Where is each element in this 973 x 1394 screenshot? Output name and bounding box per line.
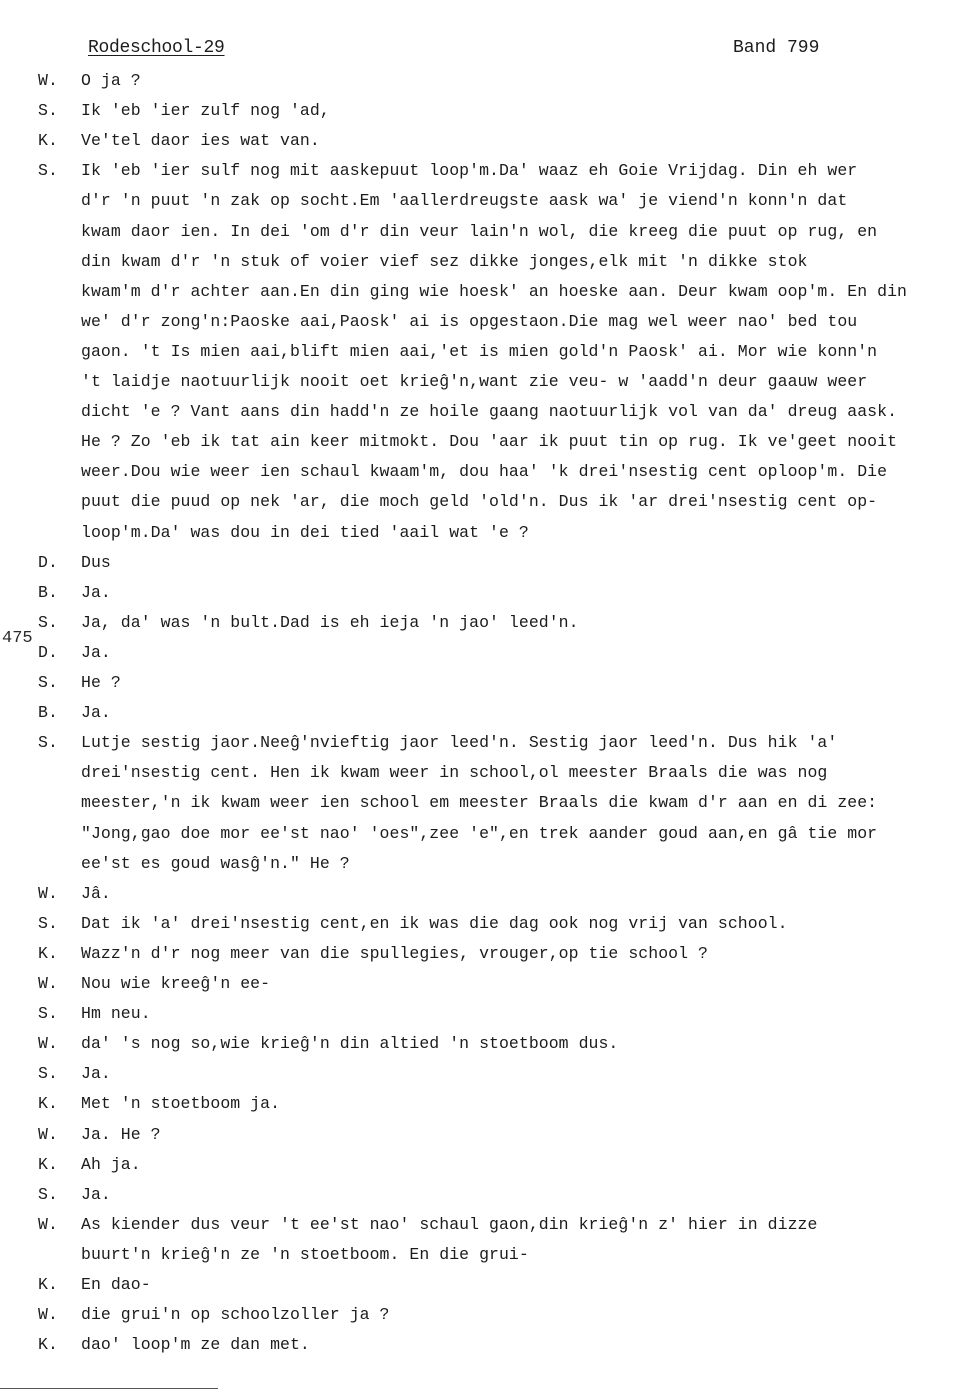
- speaker-label: K.: [38, 1094, 58, 1114]
- transcript-line: [0, 1210, 973, 1240]
- utterance-text: Ve'tel daor ies wat van.: [81, 131, 320, 151]
- transcript-line: [0, 1059, 973, 1089]
- utterance-text: En dao-: [81, 1275, 151, 1294]
- utterance-text: puut die puud op nek 'ar, die moch geld 'old'n. Dus ik 'ar drei'nsestig cent op-: [81, 492, 878, 512]
- transcript-line: [0, 457, 973, 487]
- transcript-line: [0, 849, 973, 879]
- speaker-label: K.: [38, 943, 58, 963]
- transcript-line: [0, 487, 973, 517]
- speaker-label: S.: [38, 101, 58, 121]
- utterance-text: Nou wie kreeĝ'n ee-: [81, 974, 271, 993]
- transcript-line: [0, 247, 973, 277]
- speaker-label: D.: [38, 552, 58, 572]
- speaker-label: S.: [38, 913, 58, 933]
- utterance-text: dao' loop'm ze dan met.: [81, 1335, 310, 1355]
- tape-number: Band 799: [733, 38, 820, 58]
- speaker-label: W.: [38, 1214, 58, 1234]
- speaker-label: K.: [38, 131, 58, 151]
- transcript-line: [0, 1029, 973, 1059]
- utterance-text: Ja.: [81, 703, 111, 723]
- utterance-text: He ?: [81, 673, 121, 692]
- utterance-text: ee'st es goud wasĝ'n." He ?: [81, 853, 350, 873]
- transcript-line: [0, 909, 973, 939]
- transcript-line: [0, 668, 973, 698]
- transcript-line: [0, 939, 973, 969]
- speaker-label: S.: [38, 673, 58, 692]
- speaker-label: W.: [38, 974, 58, 993]
- transcript-line: [0, 186, 973, 216]
- utterance-text: Ja, da' was 'n bult.Dad is eh ieja 'n jao' leed'n.: [81, 612, 579, 632]
- transcript-line: [0, 367, 973, 397]
- transcript-line: [0, 1240, 973, 1270]
- document-title: Rodeschool-29: [88, 38, 225, 58]
- utterance-text: da' 's nog so,wie krieĝ'n din altied 'n stoetboom dus.: [81, 1034, 619, 1054]
- transcript-line: [0, 156, 973, 186]
- transcript-line: [0, 638, 973, 668]
- utterance-text: Dus: [81, 552, 111, 572]
- utterance-text: gaon. 't Is mien aai,blift mien aai,'et is mien gold'n Paosk' ai. Mor wie konn'n: [81, 341, 878, 361]
- utterance-text: Lutje sestig jaor.Neeĝ'nvieftig jaor leed'n. Sestig jaor leed'n. Dus hik 'a': [81, 733, 838, 753]
- transcript-line: [0, 1089, 973, 1119]
- transcript-line: [0, 126, 973, 156]
- transcript-line: [0, 1180, 973, 1210]
- transcript-line: [0, 337, 973, 367]
- speaker-label: W.: [38, 883, 58, 903]
- transcript-line: [0, 819, 973, 849]
- utterance-text: Wazz'n d'r nog meer van die spullegies, vrouger,op tie school ?: [81, 943, 708, 963]
- speaker-label: K.: [38, 1275, 58, 1294]
- utterance-text: din kwam d'r 'n stuk of voier vief sez dikke jonges,elk mit 'n dikke stok: [81, 251, 808, 271]
- transcript-line: [0, 788, 973, 818]
- speaker-label: S.: [38, 161, 58, 181]
- transcript-line: [0, 217, 973, 247]
- utterance-text: As kiender dus veur 't ee'st nao' schaul gaon,din krieĝ'n z' hier in dizze: [81, 1214, 818, 1234]
- transcript-line: [0, 277, 973, 307]
- utterance-text: loop'm.Da' was dou in dei tied 'aail wat 'e ?: [81, 522, 529, 542]
- transcript-line: [0, 698, 973, 728]
- speaker-label: S.: [38, 1184, 58, 1204]
- transcript-line: [0, 1120, 973, 1150]
- utterance-text: Hm neu.: [81, 1004, 151, 1024]
- utterance-text: Ja. He ?: [81, 1124, 161, 1144]
- utterance-text: Jâ.: [81, 883, 111, 903]
- utterance-text: O ja ?: [81, 71, 141, 90]
- transcript-line: [0, 518, 973, 548]
- margin-counter-note: 475: [2, 629, 33, 648]
- speaker-label: S.: [38, 1004, 58, 1024]
- utterance-text: kwam daor ien. In dei 'om d'r din veur lain'n wol, die kreeg die puut op rug, en: [81, 221, 878, 241]
- transcript-line: [0, 1270, 973, 1300]
- transcript-line: [0, 307, 973, 337]
- transcript-line: [0, 608, 973, 638]
- utterance-text: meester,'n ik kwam weer ien school em meester Braals die kwam d'r aan en di zee:: [81, 793, 878, 813]
- transcript-line: [0, 96, 973, 126]
- utterance-text: Dat ik 'a' drei'nsestig cent,en ik was die dag ook nog vrij van school.: [81, 913, 788, 933]
- transcript-line: [0, 728, 973, 758]
- transcript-line: [0, 66, 973, 96]
- utterance-text: drei'nsestig cent. Hen ik kwam weer in school,ol meester Braals die was nog: [81, 763, 828, 783]
- transcript-line: [0, 1150, 973, 1180]
- transcript-line: [0, 999, 973, 1029]
- utterance-text: "Jong,gao doe mor ee'st nao' 'oes",zee 'e",en trek aander goud aan,en gâ tie mor: [81, 823, 878, 843]
- utterance-text: Ja.: [81, 582, 111, 602]
- transcript-line: [0, 427, 973, 457]
- utterance-text: we' d'r zong'n:Paoske aai,Paosk' ai is opgestaon.Die mag wel weer nao' bed tou: [81, 311, 858, 331]
- speaker-label: B.: [38, 582, 58, 602]
- transcript-line: [0, 578, 973, 608]
- speaker-label: K.: [38, 1154, 58, 1174]
- utterance-text: Ah ja.: [81, 1154, 141, 1174]
- speaker-label: S.: [38, 733, 58, 753]
- transcript-line: [0, 758, 973, 788]
- transcript-line: [0, 1300, 973, 1330]
- utterance-text: kwam'm d'r achter aan.En din ging wie hoesk' an hoeske aan. Deur kwam oop'm. En din: [81, 281, 907, 301]
- utterance-text: Ja.: [81, 642, 111, 662]
- speaker-label: K.: [38, 1335, 58, 1355]
- utterance-text: Ik 'eb 'ier sulf nog mit aaskepuut loop'm.Da' waaz eh Goie Vrijdag. Din eh wer: [81, 161, 858, 181]
- speaker-label: S.: [38, 612, 58, 632]
- utterance-text: Ik 'eb 'ier zulf nog 'ad,: [81, 101, 330, 121]
- speaker-label: D.: [38, 642, 58, 662]
- transcript-line: [0, 1330, 973, 1360]
- transcript-line: [0, 879, 973, 909]
- utterance-text: Ja.: [81, 1064, 111, 1084]
- speaker-label: B.: [38, 703, 58, 723]
- utterance-text: Ja.: [81, 1184, 111, 1204]
- utterance-text: die grui'n op schoolzoller ja ?: [81, 1305, 390, 1325]
- utterance-text: He ? Zo 'eb ik tat ain keer mitmokt. Dou 'aar ik puut tin op rug. Ik ve'geet nooit: [81, 432, 898, 452]
- speaker-label: W.: [38, 1124, 58, 1144]
- utterance-text: d'r 'n puut 'n zak op socht.Em 'aallerdreugste aask wa' je viend'n konn'n dat: [81, 191, 848, 211]
- utterance-text: dicht 'e ? Vant aans din hadd'n ze hoile gaang naotuurlijk vol van da' dreug aask.: [81, 402, 898, 422]
- utterance-text: weer.Dou wie weer ien schaul kwaam'm, dou haa' 'k drei'nsestig cent oploop'm. Die: [81, 462, 888, 482]
- transcript-line: [0, 548, 973, 578]
- utterance-text: Met 'n stoetboom ja.: [81, 1094, 281, 1114]
- transcript-line: [0, 397, 973, 427]
- utterance-text: 't laidje naotuurlijk nooit oet krieĝ'n,want zie veu- w 'aadd'n deur gaauw weer: [81, 372, 868, 391]
- transcript-line: [0, 969, 973, 999]
- speaker-label: W.: [38, 1034, 58, 1054]
- speaker-label: W.: [38, 71, 58, 90]
- speaker-label: S.: [38, 1064, 58, 1084]
- speaker-label: W.: [38, 1305, 58, 1325]
- footer-rule: [0, 1388, 218, 1389]
- utterance-text: buurt'n krieĝ'n ze 'n stoetboom. En die grui-: [81, 1244, 529, 1264]
